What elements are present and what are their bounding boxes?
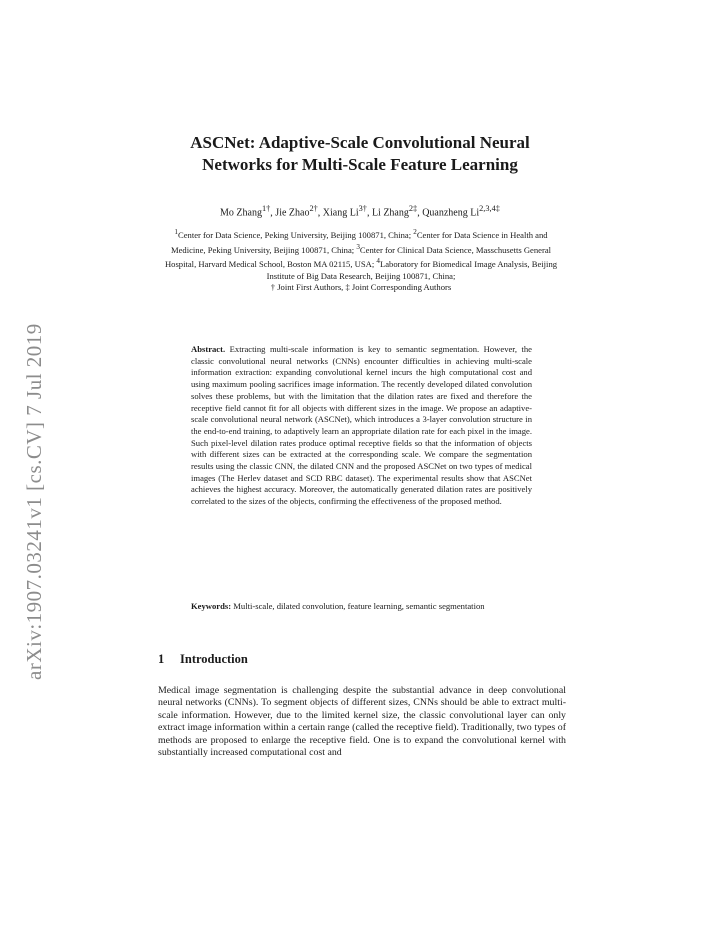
affiliation-marker: 1 [174, 228, 178, 236]
author-name: Jie Zhao [275, 207, 310, 219]
abstract-label: Abstract. [191, 344, 226, 354]
affiliation-text: Center for Clinical Data Science, Masschusetts General Hospital, Harvard Medical School, Boston MA 02115, USA; [164, 244, 552, 269]
author-name: Li Zhang [371, 207, 409, 219]
author-marker: 2‡ [408, 204, 418, 213]
title-line-2: Networks for Multi-Scale Feature Learning [202, 155, 518, 174]
section-heading [158, 652, 248, 667]
introduction-paragraph: Medical image segmentation is challenging despite the substantial advance in deep convolutional neural networks (CNNs). To segment objects of different sizes, CNNs should be able to extract multi-scale information. However, due to the limited kernel size, the classic convolutional layer can only extract image information within a certain range (called the receptive field). Traditionally, two types of methods are proposed to enlarge the receptive field. One is to expand the convolutional kernel with substantially increased computational cost and [158, 685, 566, 759]
author-marker: 2† [309, 204, 318, 213]
keywords [191, 601, 532, 613]
abstract [191, 344, 532, 508]
abstract-text: Extracting multi-scale information is key to semantic segmentation. However, the classic convolutional neural networks (CNNs) encounter difficulties in achieving multi-scale information extraction: expanding convolutional kernel incurs the high computational cost and using maximum pooling sacrifices image information. The recently developed dilated convolution solves these problems, but with the limitation that the dilation rates are fixed and therefore the receptive field cannot fit for all objects with different sizes in the image. We propose an adaptive-scale convolutional neural network (ASCNet), which introduces a 3-layer convolution structure in the end-to-end training, to adaptively learn an appropriate dilation rate for each pixel in the image. Such pixel-level dilation rates produce optimal receptive fields so that the information of objects with different sizes can be extracted at the corresponding scale. We compare the segmentation results using the classic CNN, the dilated CNN and the proposed ASCNet on two types of medical images (The Herlev dataset and SCD RBC dataset). The experimental results show that ASCNet achieves the highest accuracy. Moreover, the automatically generated dilation rates are positively correlated to the sizes of the objects, confirming the effectiveness of the proposed method. [191, 344, 532, 507]
affiliation-text: Center for Data Science in Health and Medicine, Peking University, Beijing 100871, China; [170, 229, 548, 255]
affiliation-text: Laboratory for Biomedical Image Analysis, Beijing Institute of Big Data Research, Beijing 100871, China; [266, 258, 558, 281]
section-number: 1 [158, 652, 165, 666]
author-name: Quanzheng Li [422, 207, 480, 219]
arxiv-identifier: arXiv:1907.03241v1 [cs.CV] 7 Jul 2019 [22, 323, 46, 680]
paper-title [130, 132, 590, 176]
author-marker: 1† [261, 204, 271, 213]
author-list: Mo Zhang$^{1\dagger}$, Jie Zhao$^{2\dagger}$, Xiang $Li^{3\dagger}$, Li Zhang$^{2\ddagger}$, Quanzheng $Li^{2,3,4\ddagger}$ [220, 204, 500, 219]
affiliations [158, 227, 564, 294]
title-line-1: ASCNet: Adaptive-Scale Convolutional Neural [190, 133, 530, 152]
author-marker: 3† [358, 204, 367, 213]
author-notes: † Joint First Authors, ‡ Joint Corresponding Authors [270, 282, 452, 293]
affiliation-marker: 2 [413, 228, 417, 236]
keywords-text: Multi-scale, dilated convolution, feature learning, semantic segmentation [233, 601, 485, 611]
author-name: Xiang Li [322, 207, 359, 219]
affiliation-marker: 3 [356, 242, 360, 251]
affiliation-text: Center for Data Science, Peking University, Beijing 100871, China; [177, 229, 414, 240]
author-name: Mo Zhang [220, 207, 262, 219]
author-marker: 2,3,4‡ [479, 204, 500, 213]
section-title: Introduction [180, 652, 248, 666]
affiliation-marker: 4 [376, 257, 380, 266]
keywords-label: Keywords: [191, 601, 232, 611]
